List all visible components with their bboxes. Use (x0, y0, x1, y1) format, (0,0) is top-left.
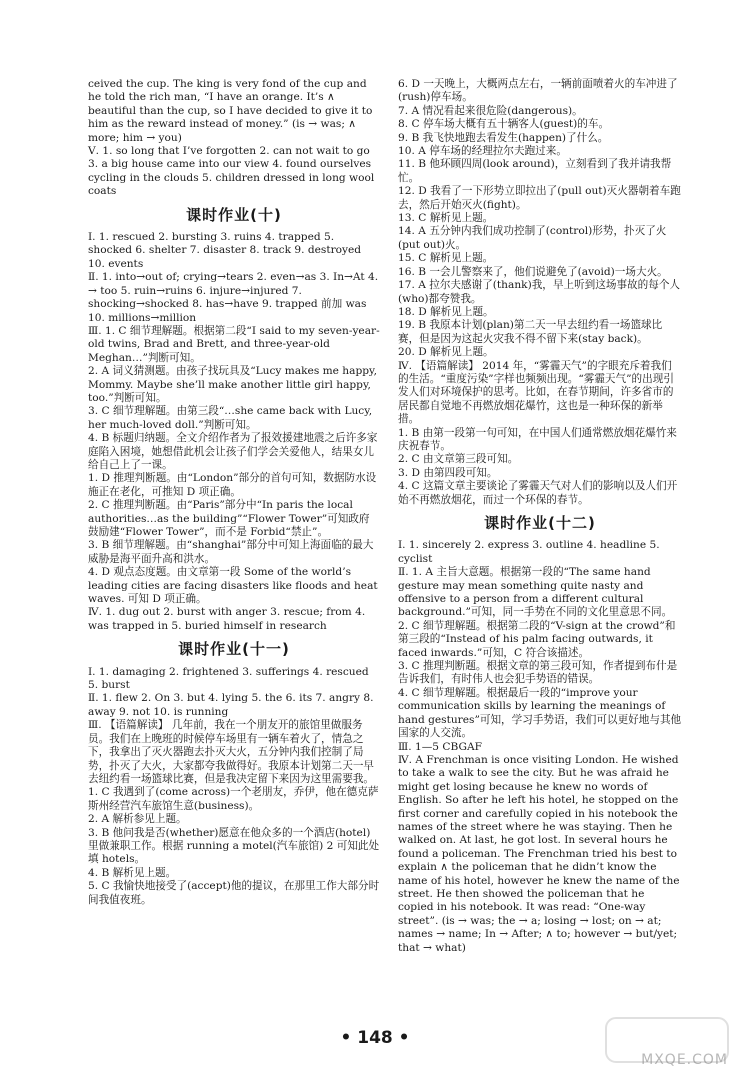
answer-paragraph: Ⅰ. 1. rescued 2. bursting 3. ruins 4. trapped 5. shocked 6. shelter 7. disaster 8. track 9. destroyed 10. events (88, 231, 362, 270)
answer-paragraph: 4. D 观点态度题。由文章第一段 Some of the world’s leading cities are facing disasters like floods and heat waves. 可知 D 项正确。 (88, 566, 378, 606)
page-number: • 148 • (340, 1028, 410, 1048)
answer-paragraph: Ⅰ. 1. sincerely 2. express 3. outline 4. headline 5. cyclist (398, 539, 660, 565)
answer-paragraph: 3. D 由第四段可知。 (398, 466, 498, 479)
answer-paragraph: 7. A 情况看起来很危险(dangerous)。 (398, 104, 583, 117)
answer-paragraph: 17. A 拉尔夫感谢了(thank)我，早上听到这场事故的每个人(who)都夸赞我。 (398, 279, 681, 305)
answer-paragraph: 8. C 停车场大概有五十辆客人(guest)的车。 (398, 118, 610, 131)
left-column (88, 78, 380, 907)
answer-paragraph: 3. B 细节理解题。由“shanghai”部分中可知上海面临的最大威胁是海平面升高和洪水。 (88, 539, 374, 565)
answer-paragraph: Ⅴ. 1. so long that I’ve forgotten 2. can not wait to go 3. a big house came into our view 4. found ourselves cycling in the clouds 5. children dressed in long wool coats (88, 145, 375, 198)
answer-paragraph: 9. B 我飞快地跑去看发生(happen)了什么。 (398, 131, 609, 144)
answer-paragraph: Ⅲ. 【语篇解读】 几年前，我在一个朋友开的旅馆里做服务员。我们在上晚班的时候停车场里有一辆车着火了，情急之下，我拿出了灭火器跑去扑灭大火，五分钟内我们控制了局势，扑灭了大火，大家都夸我做得好。我原本计划第二天一早去纽约看一场篮球比赛，但是我决定留下来因为这里需要我。 (88, 719, 375, 785)
answer-paragraph: 13. C 解析见上题。 (398, 212, 494, 225)
answer-paragraph: 4. B 标题归纳题。全文介绍作者为了报效援建地震之后许多家庭陷入困境，她想借此机会让孩子们学会关爱他人，结果女儿给自己上了一课。 (88, 432, 378, 471)
answer-paragraph: 15. C 解析见上题。 (398, 252, 494, 265)
answer-paragraph: Ⅲ. 1—5 CBGAF (398, 740, 482, 753)
answer-paragraph: 4. C 这篇文章主要谈论了雾霾天气对人们的影响以及人们开始不再燃放烟花，而过一个环保的春节。 (398, 480, 678, 506)
answer-paragraph: 1. D 推理判断题。由“London”部分的首句可知，数据防水设施正在老化，可推知 D 项正确。 (88, 472, 377, 498)
section-heading: 课时作业(十) (186, 205, 282, 224)
answer-paragraph: 5. C 我愉快地接受了(accept)他的提议，在那里工作大部分时间我值夜班。 (88, 880, 380, 906)
answer-paragraph: 2. C 推理判断题。由“Paris”部分中“In paris the local authorities…as the building”“Flower Tower”可知政府鼓励建“Flower Tower”，而不是 Forbid“禁止”。 (88, 499, 370, 538)
answer-paragraph: 4. C 细节理解题。根据最后一段的“improve your communication skills by learning the meanings of hand gestures”可知，学习手势语，我们可以更好地与其他国家的人交流。 (398, 686, 682, 740)
answer-paragraph: 2. C 由文章第三段可知。 (398, 453, 519, 466)
answer-paragraph: 18. D 解析见上题。 (398, 305, 494, 318)
answer-paragraph: 4. B 解析见上题。 (88, 866, 177, 879)
answer-paragraph: Ⅱ. 1. into→out of; crying→tears 2. even→as 3. In→At 4. → too 5. ruin→ruins 6. injure→injured 7. shocking→shocked 8. has→have 9. trapped 前加 was 10. millions→million (88, 271, 379, 324)
answer-paragraph: 20. D 解析见上题。 (398, 346, 494, 359)
answer-paragraph: 14. A 五分钟内我们成功控制了(control)形势，扑灭了火(put out)火。 (398, 225, 667, 251)
answer-paragraph: 11. B 他环顾四周(look around)，立刻看到了我并请我帮忙。 (398, 158, 672, 184)
answer-paragraph: Ⅰ. 1. damaging 2. frightened 3. sufferings 4. rescued 5. burst (88, 665, 369, 692)
answer-paragraph: ceived the cup. The king is very fond of the cup and he told the rich man, “I have an orange. It’s ∧ beautiful than the cup, so I have decided to give it to him as the reward instead of money.” (is → was; ∧ more; him → you) (88, 78, 373, 144)
answer-paragraph: Ⅳ. 【语篇解读】 2014 年，“雾霾天气”的字眼充斥着我们的生活。“重度污染”字样也频频出现。“雾霾天气”的出现引发人们对环境保护的思考。比如，在春节期间，许多省市的居民都自觉地不再燃放烟花爆竹，这也是一种环保的新举措。 (398, 359, 674, 426)
answer-paragraph: 1. B 由第一段第一句可知，在中国人们通常燃放烟花爆竹来庆祝春节。 (398, 426, 677, 452)
answer-paragraph: 3. C 细节理解题。由第三段“…she came back with Lucy, her much-loved doll.”判断可知。 (88, 405, 373, 431)
answer-paragraph: Ⅱ. 1. flew 2. On 3. but 4. lying 5. the 6. its 7. angry 8. away 9. not 10. is running (88, 692, 374, 718)
watermark-text: MXQE.COM (641, 1052, 728, 1068)
answer-paragraph: 2. C 细节理解题。根据第二段的“V-sign at the crowd”和第三段的“Instead of his palm facing outwards, it faced inwards.”可知，C 符合该描述。 (398, 619, 676, 659)
answer-paragraph: 1. C 我遇到了(come across)一个老朋友，乔伊，他在德克萨斯州经营汽车旅馆生意(business)。 (88, 786, 379, 812)
section-heading: 课时作业(十二) (484, 514, 596, 532)
answer-paragraph: 16. B 一会儿警察来了，他们说避免了(avoid)一场大火。 (398, 265, 668, 278)
answer-paragraph: Ⅳ. A Frenchman is once visiting London. He wished to take a walk to see the city. But he was afraid he might get losing because he knew no words of English. So after he left his hotel, he stopped on the first corner and carefully copied in his notebook the names of the street where he was staying. Then he walked on. At last, he got lost. In several hours he found a policeman. The Frenchman tried his best to explain ∧ the policeman that he didn’t know the name of his hotel, however he knew the name of the street. He then showed the policeman that he copied in his notebook. It was read: “One-way street”. (is → was; the → a; losing → lost; on → at; names → name; In → After; ∧ to; however → but/yet; that → what) (398, 753, 680, 954)
answer-paragraph: 2. A 词义猜测题。由孩子找玩具及“Lucy makes me happy, Mommy. Maybe she’ll make another little girl happy, too.”判断可知。 (88, 365, 377, 404)
answer-paragraph: 3. C 推理判断题。根据文章的第三段可知，作者提到布什是告诉我们，有时伟人也会犯手势语的错误。 (398, 660, 678, 686)
answer-paragraph: 19. B 我原本计划(plan)第二天一早去纽约看一场篮球比赛，但是因为这起火灾我不得不留下来(stay back)。 (398, 319, 663, 345)
section-heading: 课时作业(十一) (178, 640, 290, 659)
answer-paragraph: 12. D 我看了一下形势立即拉出了(pull out)灭火器朝着车跑去，然后开始灭火(fight)。 (398, 185, 681, 211)
answer-paragraph: 10. A 停车场的经理拉尔夫跑过来。 (398, 145, 567, 158)
answer-paragraph: Ⅱ. 1. A 主旨大意题。根据第一段的“The same hand gesture may mean something quite nasty and offensive to a person from a different cultural background.”可知，同一手势在不同的文化里意思不同。 (398, 566, 673, 619)
answer-paragraph: Ⅳ. 1. dug out 2. burst with anger 3. rescue; from 4. was trapped in 5. buried himself in research (88, 606, 366, 632)
answer-paragraph: Ⅲ. 1. C 细节理解题。根据第二段“I said to my seven-year-old twins, Brad and Brett, and three-year-old Meghan…”判断可知。 (88, 324, 380, 364)
answer-paragraph: 2. A 解析参见上题。 (88, 813, 187, 826)
answer-paragraph: 3. B 他问我是否(whether)愿意在他众多的一个酒店(hotel)里做兼职工作。根据 running a motel(汽车旅馆) 2 可知此处填 hotels。 (88, 826, 380, 866)
right-column (398, 78, 682, 955)
answer-paragraph: 6. D 一天晚上，大概两点左右，一辆前面喷着火的车冲进了(rush)停车场。 (398, 78, 678, 104)
